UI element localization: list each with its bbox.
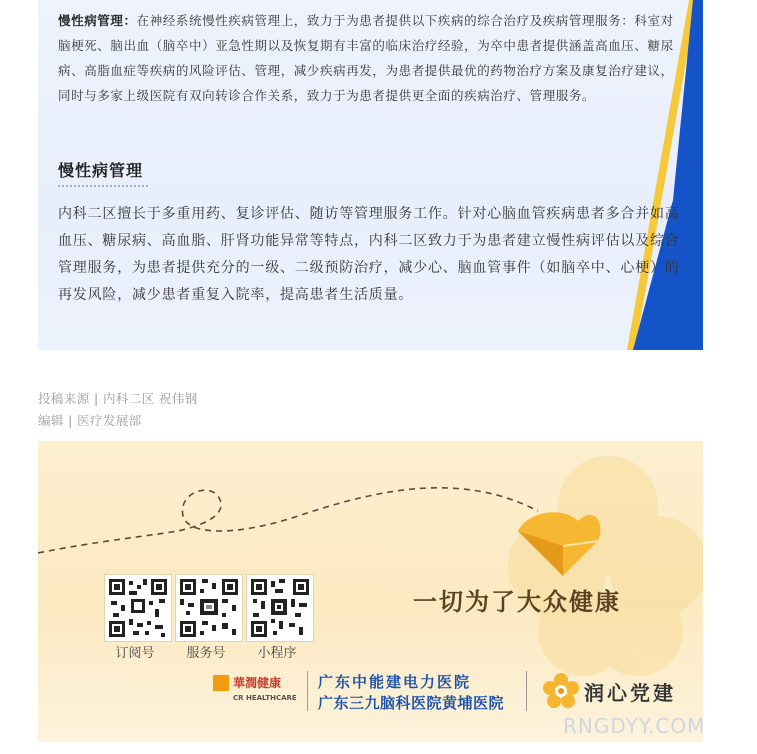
qr-code-subscription[interactable] xyxy=(104,574,172,642)
cr-healthcare-logo xyxy=(213,674,303,710)
cr-logo-name: 華潤健康 xyxy=(233,676,282,690)
content-card xyxy=(38,0,703,350)
cr-logo-mark-icon xyxy=(213,675,229,691)
hospital-name-1: 广东中能建电力医院 xyxy=(318,673,472,691)
party-building-flower-icon xyxy=(541,671,581,711)
section-title: 慢性病管理 xyxy=(58,161,144,180)
qr-label-service: 服务号 xyxy=(186,646,226,661)
credit-editor: 编辑 | 医疗发展部 xyxy=(38,413,142,428)
logo-divider xyxy=(526,671,527,711)
qr-code-icon xyxy=(249,577,311,639)
qr-code-icon xyxy=(107,577,169,639)
party-building-text: 润心党建 xyxy=(584,681,676,705)
footer-banner xyxy=(38,441,706,742)
credit-source: 投稿来源 | 内科二区 祝伟钢 xyxy=(38,391,198,406)
banner-slogan: 一切为了大众健康 xyxy=(413,588,621,616)
intro-paragraph xyxy=(58,8,683,108)
qr-code-miniprogram[interactable] xyxy=(246,574,314,642)
logo-divider xyxy=(307,671,308,711)
site-watermark: RNGDYY.COM xyxy=(563,714,706,738)
hospital-name-2: 广东三九脑科医院黄埔医院 xyxy=(318,694,505,712)
cr-logo-en: CR HEALTHCARE xyxy=(233,694,297,702)
section-title-underline xyxy=(58,185,148,187)
section-body: 内科二区擅长于多重用药、复诊评估、随访等管理服务工作。针对心脑血管疾病患者多合并如高血压、糖尿病、高血脂、肝肾功能异常等特点，内科二区致力于为患者建立慢性病评估以及综合管理服务，为患者提供充分的一级、二级预防治疗，减少心、脑血管事件（如脑卒中、心梗）的再发风险，减少患者重复入院率，提高患者生活质量。 xyxy=(58,206,680,303)
qr-code-icon xyxy=(178,577,240,639)
intro-text: 在神经系统慢性疾病管理上，致力于为患者提供以下疾病的综合治疗及疾病管理服务：科室对脑梗死、脑出血（脑卒中）亚急性期以及恢复期有丰富的临床治疗经验，为卒中患者提供涵盖高血压、糖尿病、高脂血症等疾病的风险评估、管理，减少疾病再发，为患者提供最优的药物治疗方案及康复治疗建议，同时与多家上级医院有双向转诊合作关系，致力于为患者提供更全面的疾病治疗、管理服务。 xyxy=(58,13,674,103)
intro-label: 慢性病管理： xyxy=(58,13,137,28)
qr-code-service[interactable] xyxy=(175,574,243,642)
paper-plane-heart-icon xyxy=(508,501,608,581)
qr-label-subscription: 订阅号 xyxy=(115,646,155,661)
qr-label-miniprogram: 小程序 xyxy=(257,646,297,661)
article-credits xyxy=(38,388,198,432)
